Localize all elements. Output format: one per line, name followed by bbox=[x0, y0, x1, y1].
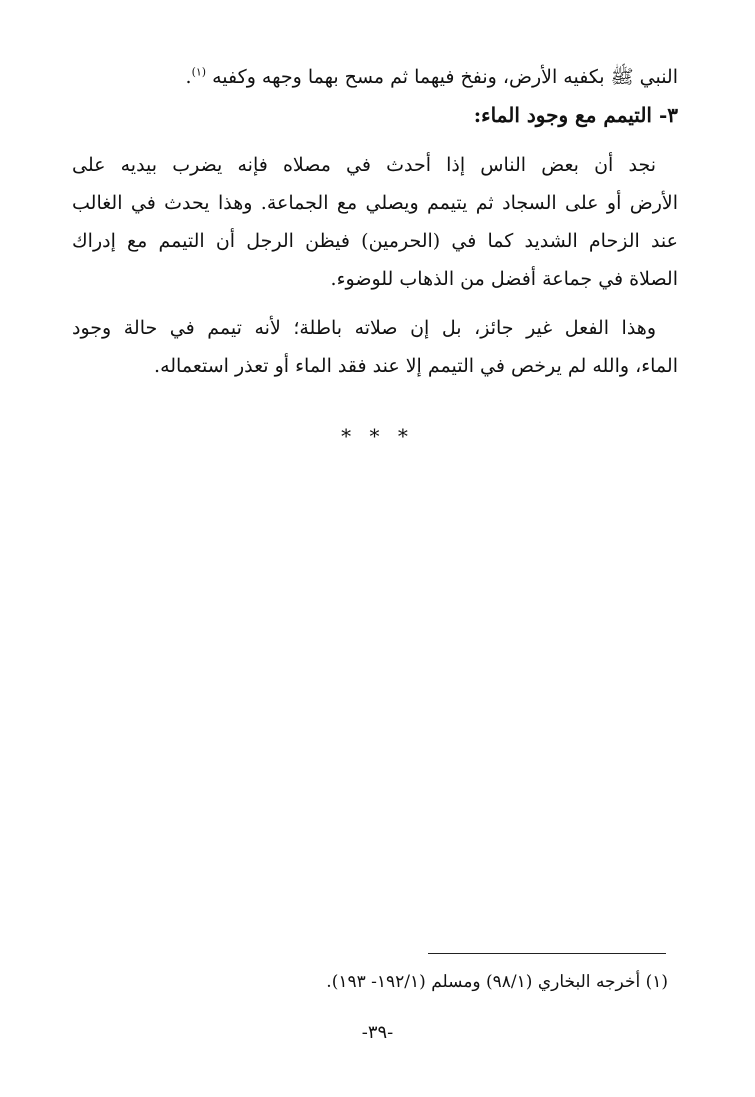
paragraph-1-line-4: الصلاة في جماعة أفضل من الذهاب للوضوء. bbox=[330, 268, 678, 290]
paragraph-2 bbox=[72, 309, 678, 385]
sentence-end: . bbox=[185, 66, 192, 88]
paragraph-2-line-2: الماء، والله لم يرخص في التيمم إلا عند فقد الماء أو تعذر استعماله. bbox=[154, 355, 678, 377]
footnote-reference: (١) bbox=[191, 65, 207, 79]
paragraph-1-line-2: الأرض أو على السجاد ثم يتيمم ويصلي مع الجماعة. وهذا يحدث في الغالب bbox=[72, 192, 678, 214]
footnote-divider bbox=[428, 953, 666, 954]
paragraph-2-line-1: وهذا الفعل غير جائز، بل إن صلاته باطلة؛ لأنه تيمم في حالة وجود bbox=[72, 317, 656, 339]
paragraph-1-line-1: نجد أن بعض الناس إذا أحدث في مصلاه فإنه يضرب بيديه على bbox=[72, 154, 656, 176]
section-heading: ٣- التيمم مع وجود الماء: bbox=[473, 103, 678, 127]
section-separator: * * * bbox=[341, 424, 414, 448]
paragraph-1 bbox=[72, 146, 678, 298]
footnote-text: (١) أخرجه البخاري (٩٨/١) ومسلم (١٩٢/١- ١٩٣). bbox=[326, 972, 668, 992]
paragraph-1-line-3: عند الزحام الشديد كما في (الحرمين) فيظن الرجل أن التيمم مع إدراك bbox=[72, 230, 678, 252]
page-number: -٣٩- bbox=[361, 1022, 394, 1043]
continued-text-block bbox=[72, 58, 678, 134]
continued-line bbox=[72, 58, 678, 96]
continued-line-text: النبي ﷺ بكفيه الأرض، ونفخ فيهما ثم مسح بهما وجهه وكفيه bbox=[212, 66, 678, 88]
